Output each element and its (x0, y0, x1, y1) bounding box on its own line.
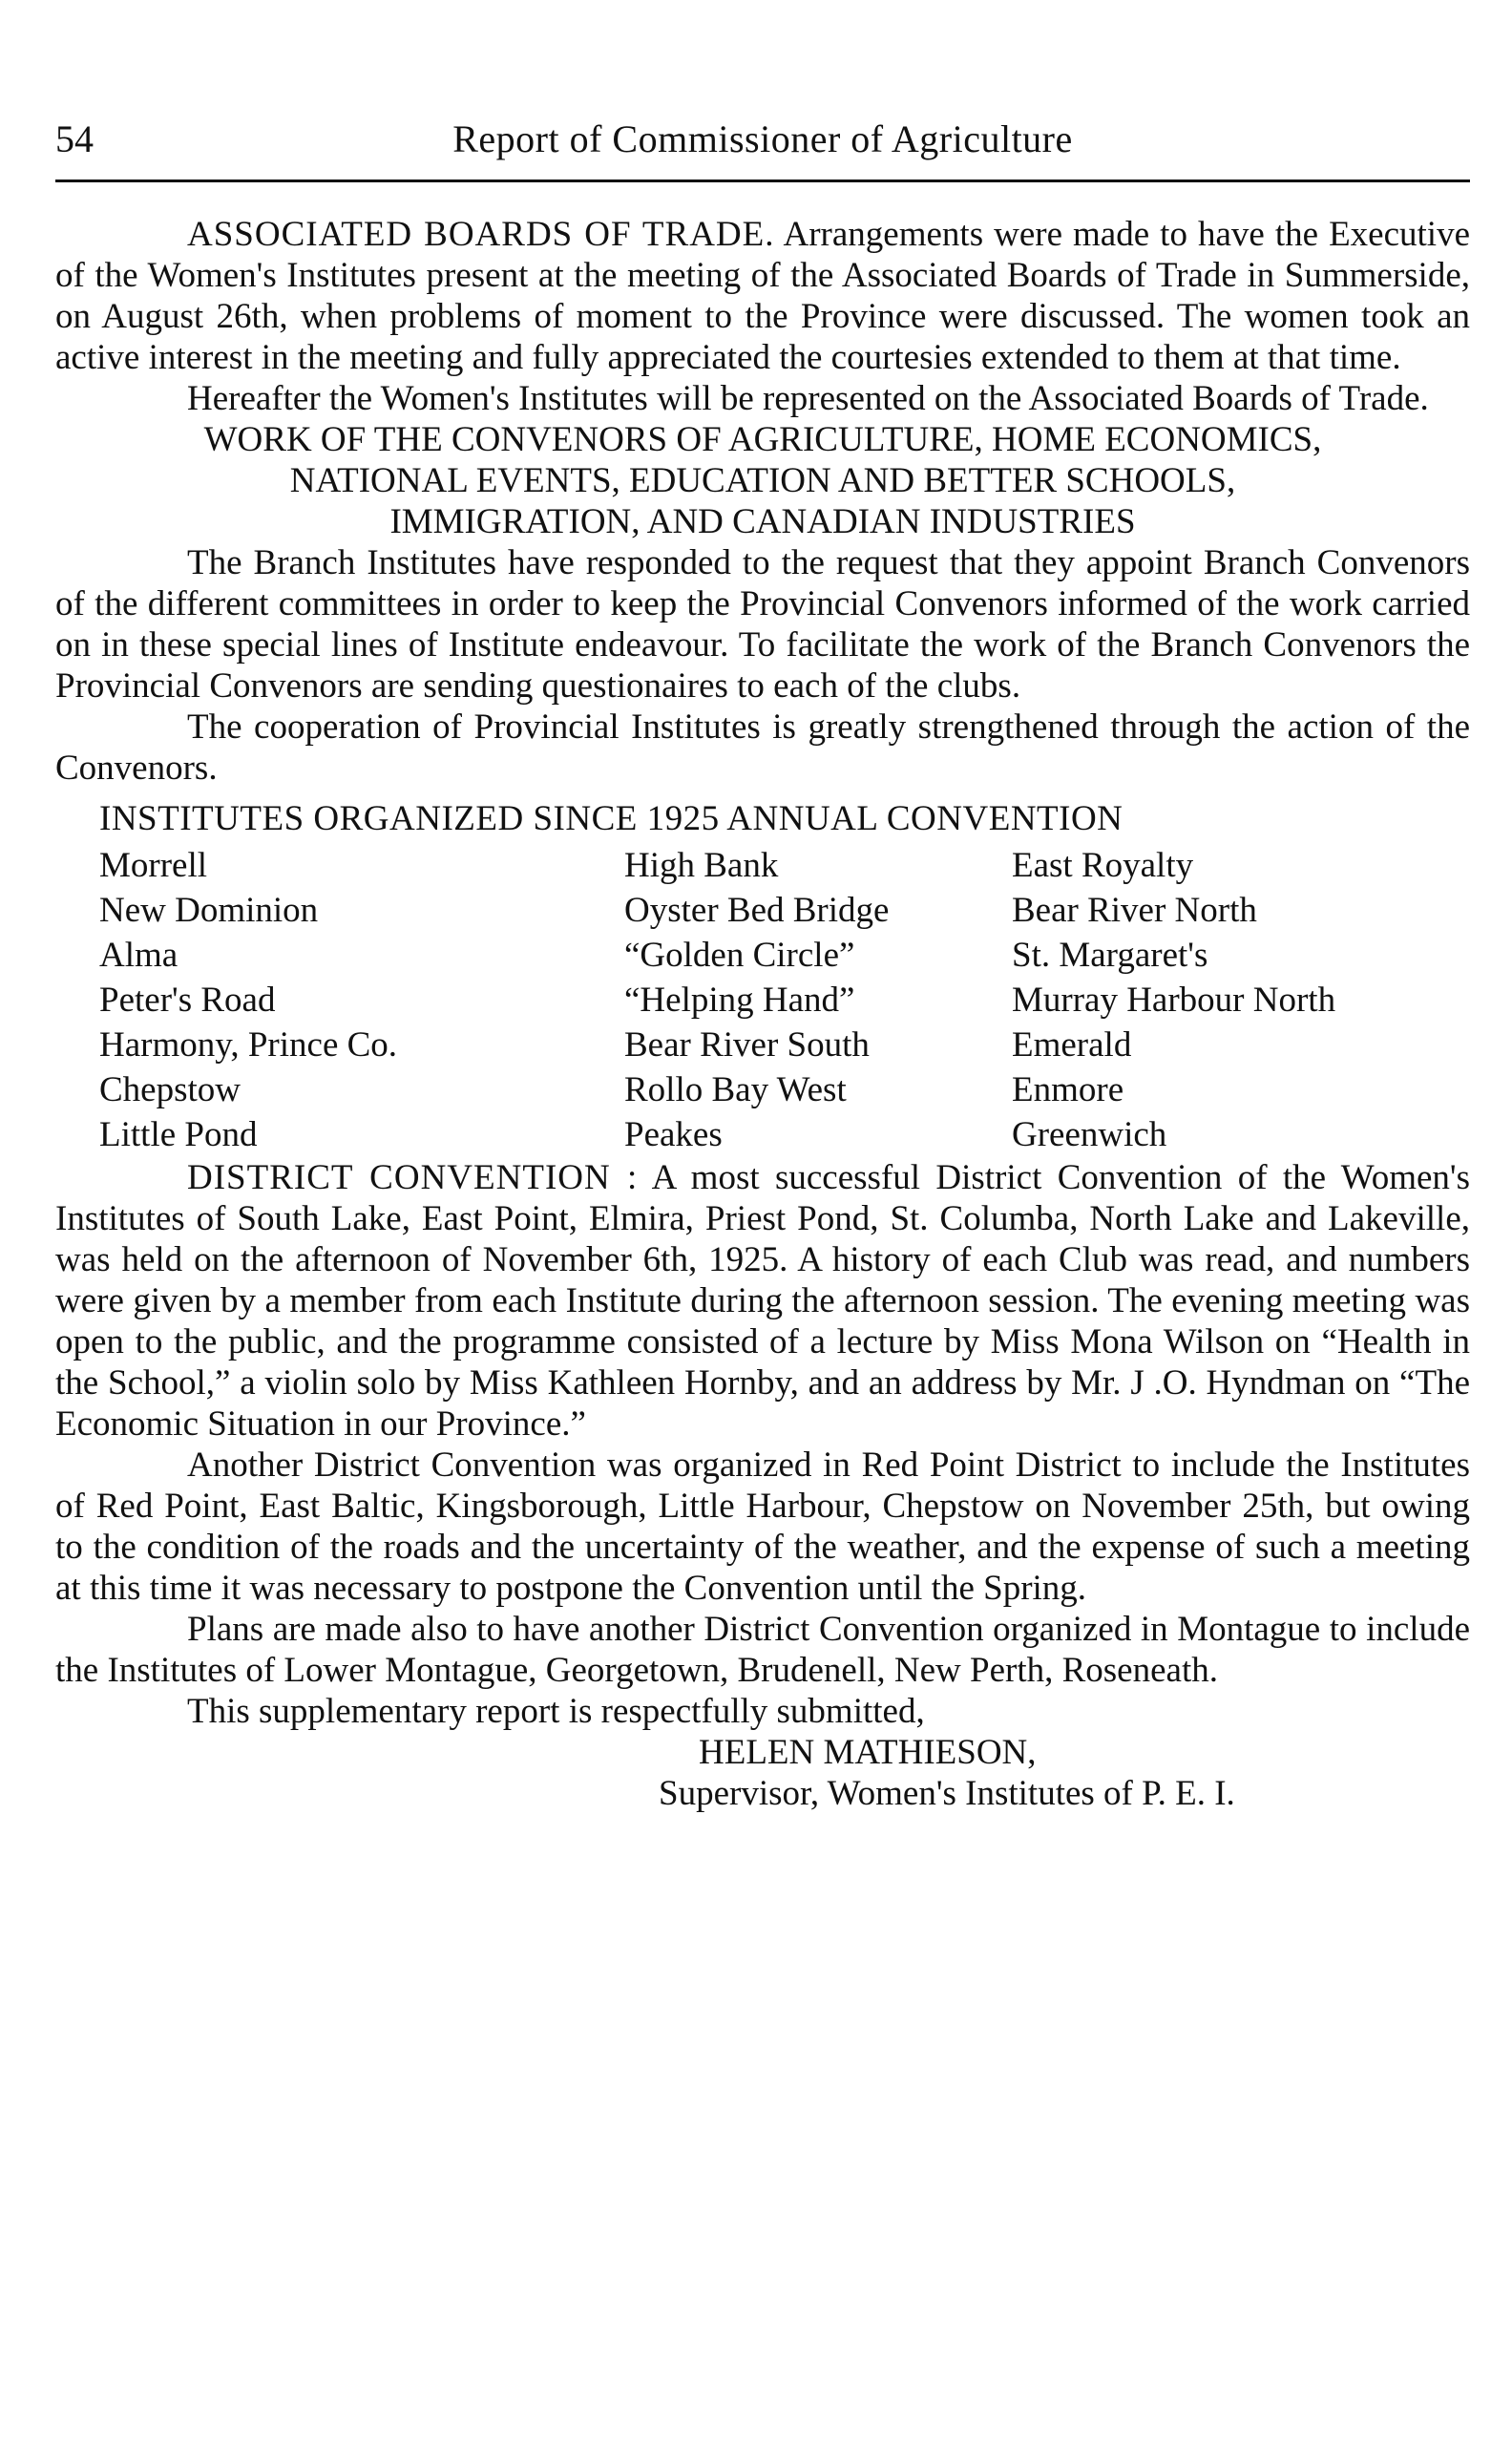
convenors-heading-line-3: IMMIGRATION, AND CANADIAN INDUSTRIES (389, 502, 1136, 541)
institute-name: Alma (99, 936, 178, 975)
institute-name: Chepstow (99, 1070, 241, 1109)
submission-paragraph: This supplementary report is respectfully submitted, (187, 1692, 925, 1731)
institute-name: East Royalty (1012, 846, 1194, 885)
institute-name: High Bank (624, 846, 779, 885)
institute-name: “Helping Hand” (624, 981, 855, 1020)
convenors-heading-line-2: NATIONAL EVENTS, EDUCATION AND BETTER SCHOOLS, (289, 461, 1236, 500)
page-body (55, 214, 1470, 1814)
red-point-paragraph: Another District Convention was organized in Red Point District to include the Institutes of Red Point, East Baltic, Kingsborough, Little Harbour, Chepstow on November 25th, but owing to the condition of the roads and the uncertainty of the weather, and the expense of such a meeting at this time it was necessary to postpone the Convention until the Spring. (55, 1446, 1470, 1608)
institute-name: Morrell (99, 846, 208, 885)
institute-name: Harmony, Prince Co. (99, 1025, 398, 1065)
district-convention-paragraph (55, 1157, 1470, 1445)
associated-boards-heading: ASSOCIATED BOARDS OF TRADE. (187, 215, 775, 254)
signature-block (659, 1732, 1470, 1814)
institutes-list (99, 843, 1470, 1157)
institute-name: Murray Harbour North (1012, 981, 1336, 1020)
signature-title: Supervisor, Women's Institutes of P. E. I. (659, 1774, 1235, 1813)
institute-name: Bear River South (624, 1025, 870, 1065)
running-head: Report of Commissioner of Agriculture (452, 117, 1073, 160)
institutes-organized-title: INSTITUTES ORGANIZED SINCE 1925 ANNUAL CONVENTION (99, 799, 1124, 838)
institute-name: Rollo Bay West (624, 1070, 847, 1109)
page-number: 54 (55, 117, 94, 160)
convenors-heading-line-1: WORK OF THE CONVENORS OF AGRICULTURE, HOME ECONOMICS, (203, 420, 1322, 459)
institute-name: Oyster Bed Bridge (624, 891, 890, 930)
institute-name: Little Pond (99, 1115, 258, 1154)
institute-name: New Dominion (99, 891, 319, 930)
institute-name: “Golden Circle” (624, 936, 855, 975)
institute-name: Peter's Road (99, 981, 276, 1020)
page-header (55, 116, 1470, 179)
institute-name: Peakes (624, 1115, 723, 1154)
signature-name: HELEN MATHIESON, (699, 1733, 1037, 1772)
institute-name: Emerald (1012, 1025, 1132, 1065)
district-convention-heading: DISTRICT CONVENTION : (187, 1158, 639, 1197)
district-convention-text: A most successful District Convention of the Women's Institutes of South Lake, East Point, Elmira, Priest Pond, St. Columba, North Lake and Lakeville, was held on the afternoon of November 6th, 1925. A history of each Club was read, and numbers were given by a member from each Institute during the afternoon session. The evening meeting was open to the public, and the programme consisted of a lecture by Miss Mona Wilson on “Health in the School,” a violin solo by Miss Kathleen Hornby, and an address by Mr. J .O. Hyndman on “The Economic Situation in our Province.” (55, 1158, 1470, 1444)
institute-name: Bear River North (1012, 891, 1257, 930)
convenors-heading (55, 419, 1470, 542)
institute-name: St. Margaret's (1012, 936, 1208, 975)
header-rule (55, 179, 1470, 182)
montague-paragraph: Plans are made also to have another District Convention organized in Montague to include the Institutes of Lower Montague, Georgetown, Brudenell, New Perth, Roseneath. (55, 1610, 1470, 1690)
branch-institutes-paragraph: The Branch Institutes have responded to the request that they appoint Branch Convenors of the different committees in order to keep the Provincial Convenors informed of the work carried on in these special lines of Institute endeavour. To facilitate the work of the Branch Convenors the Provincial Convenors are sending questionaires to each of the clubs. (55, 543, 1470, 706)
associated-boards-text: Arrangements were made to have the Executive of the Women's Institutes present at the meeting of the Associated Boards of Trade in Summerside, on August 26th, when problems of moment to the Province were discussed. The women took an active interest in the meeting and fully appreciated the courtesies extended to them at that time. (55, 215, 1470, 377)
cooperation-paragraph: The cooperation of Provincial Institutes is greatly strengthened through the action of the Convenors. (55, 707, 1470, 788)
boards-representation-paragraph: Hereafter the Women's Institutes will be represented on the Associated Boards of Trade. (187, 379, 1429, 418)
associated-boards-paragraph (55, 214, 1470, 378)
institute-name: Enmore (1012, 1070, 1124, 1109)
institute-name: Greenwich (1012, 1115, 1167, 1154)
